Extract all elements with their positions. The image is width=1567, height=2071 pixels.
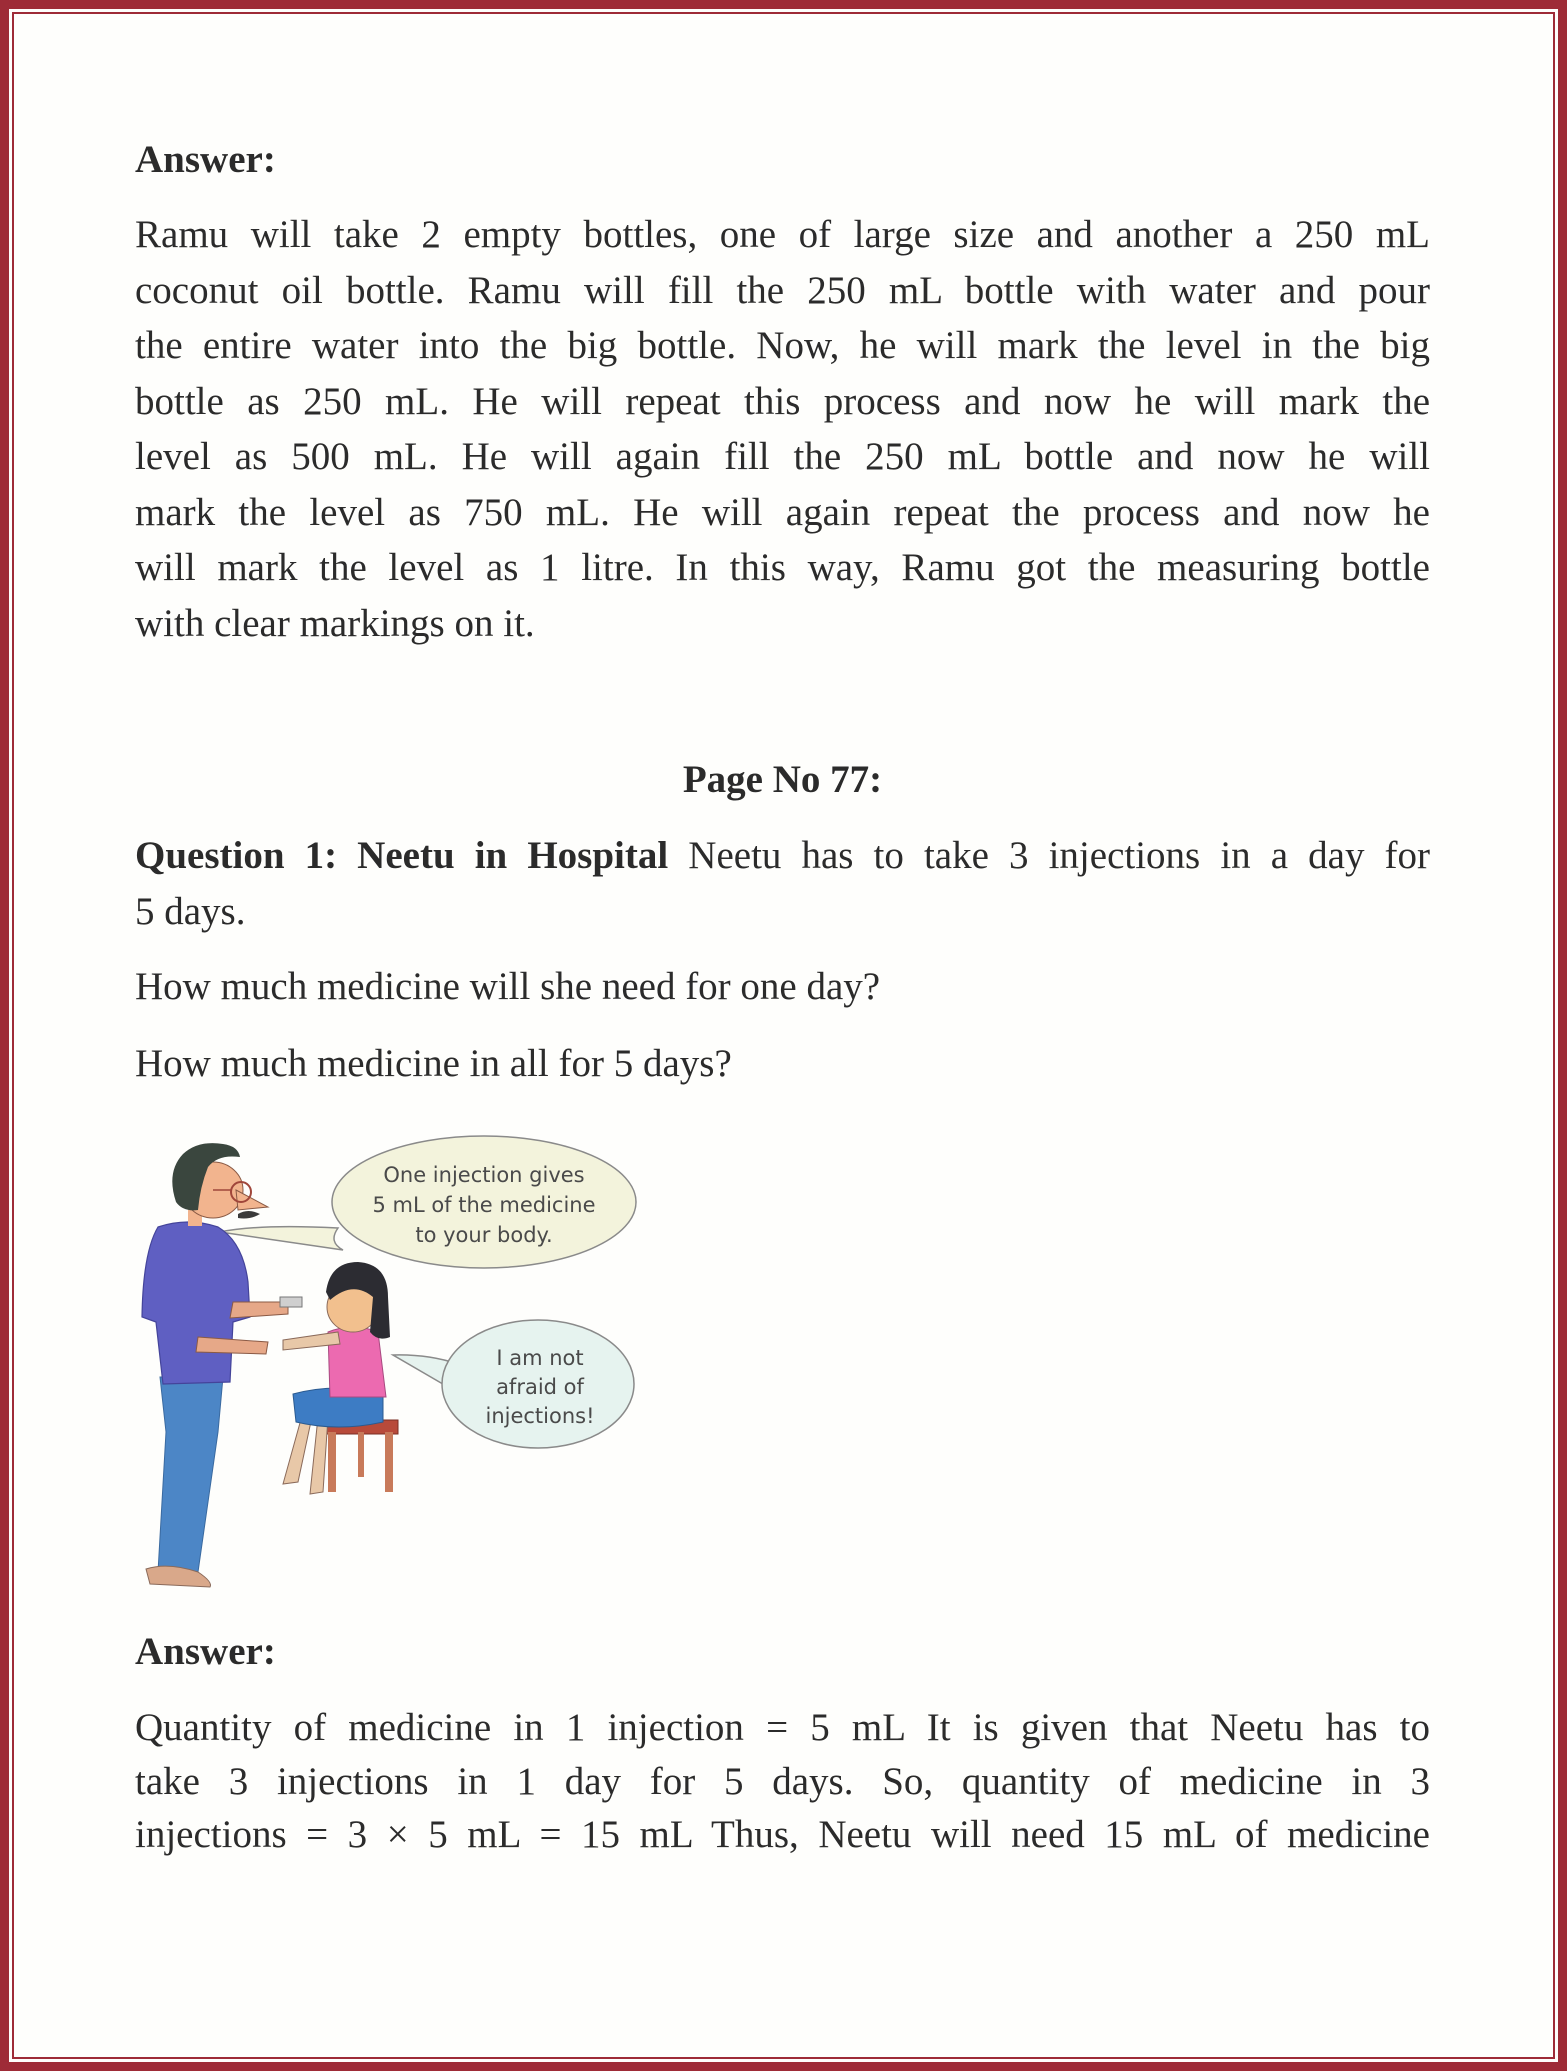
page-number-heading: [135, 752, 1430, 808]
question-text: Neetu has to take 3 injections in a day for: [668, 834, 1430, 877]
girl-speech-line: afraid of: [496, 1375, 584, 1399]
paragraph-line: coconut oil bottle. Ramu will fill the 250 mL bottle with water and pour: [135, 268, 1430, 312]
paragraph-line: with clear markings on it.: [135, 601, 535, 645]
paragraph-line: bottle as 250 mL. He will repeat this process and now he will mark the: [135, 379, 1430, 423]
doctor-injection-illustration: [138, 1132, 658, 1597]
paragraph-line: level as 500 mL. He will again fill the 250 mL bottle and now he will: [135, 435, 1430, 478]
answer-heading-text: Answer:: [135, 1630, 276, 1673]
doctor-speech-line: One injection gives: [383, 1163, 585, 1187]
answer-heading-2: [135, 1624, 1430, 1680]
sub-question-text: How much medicine in all for 5 days?: [135, 1042, 732, 1085]
question-1: [135, 828, 1430, 939]
page-number-text: Page No 77:: [682, 758, 883, 801]
sub-question-1: [135, 959, 1430, 1015]
sub-question-2: [135, 1036, 1430, 1092]
sub-question-text: How much medicine will she need for one day?: [135, 965, 881, 1008]
paragraph-line: Quantity of medicine in 1 injection = 5 mL It is given that Neetu has to: [135, 1706, 1430, 1749]
doctor-speech-line: to your body.: [415, 1223, 553, 1247]
paragraph-line: Ramu will take 2 empty bottles, one of large size and another a 250 mL: [135, 213, 1430, 256]
question-line-1: [135, 828, 1430, 884]
answer-heading-1: [135, 132, 1430, 188]
answer-paragraph-1: [135, 207, 1430, 651]
girl-speech-line: injections!: [485, 1404, 595, 1428]
paragraph-line: injections = 3 × 5 mL = 15 mL Thus, Neetu will need 15 mL of medicine: [135, 1813, 1430, 1856]
doctor-speech-line: 5 mL of the medicine: [372, 1193, 596, 1217]
girl-speech-bubble: [393, 1320, 634, 1448]
paragraph-line: will mark the level as 1 litre. In this way, Ramu got the measuring bottle: [135, 546, 1430, 589]
girl-speech-line: I am not: [496, 1346, 584, 1370]
doctor-figure: [142, 1143, 302, 1587]
question-label: Question 1: Neetu in Hospital: [135, 834, 669, 877]
paragraph-line: take 3 injections in 1 day for 5 days. So, quantity of medicine in 3: [135, 1759, 1430, 1803]
answer-paragraph-2: [135, 1701, 1430, 1862]
question-line-2: 5 days.: [135, 889, 246, 933]
paragraph-line: the entire water into the big bottle. Now, he will mark the level in the big: [135, 324, 1430, 367]
answer-heading-text: Answer:: [135, 138, 276, 181]
doctor-speech-bubble: [220, 1136, 636, 1268]
paragraph-line: mark the level as 750 mL. He will again repeat the process and now he: [135, 490, 1430, 534]
